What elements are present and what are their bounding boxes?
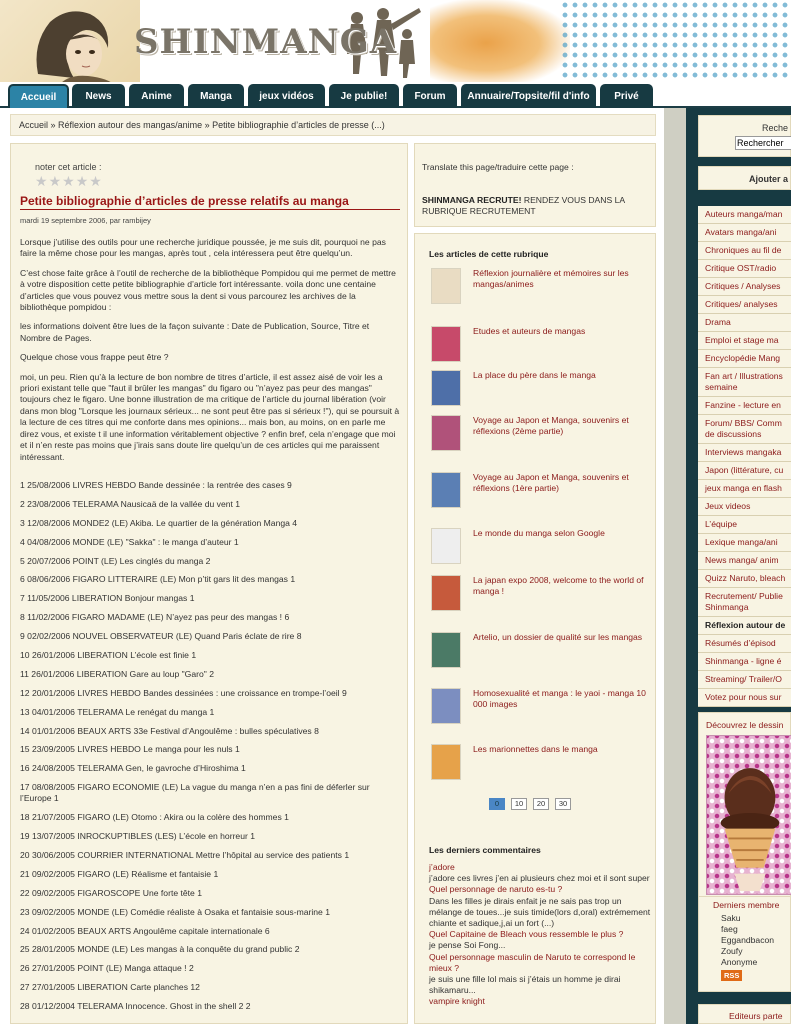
- article-link[interactable]: Etudes et auteurs de mangas: [473, 326, 586, 336]
- article-link[interactable]: Artelio, un dossier de qualité sur les mangas: [473, 632, 643, 642]
- bibliography-item: 22 09/02/2005 FIGAROSCOPE Une forte tête 1: [20, 887, 203, 898]
- comment-link[interactable]: Quel Capitaine de Bleach vous ressemble le plus ?: [429, 929, 624, 940]
- category-link[interactable]: Critique OST/radio: [698, 260, 791, 278]
- header-art-splash: [430, 0, 570, 86]
- star-icon[interactable]: ★: [75, 173, 89, 189]
- latest-members-box: [698, 896, 791, 992]
- article-thumbnail[interactable]: [431, 415, 461, 451]
- bibliography-item: 9 02/02/2006 NOUVEL OBSERVATEUR (LE) Quand Paris éclate de rire 8: [20, 631, 302, 642]
- article-paragraph: les informations doivent être lues de la façon suivante : Date de Publication, Source, Titre et Nombre de Pages.: [20, 321, 370, 343]
- bibliography-item: 6 08/06/2006 FIGARO LITTERAIRE (LE) Mon p’tit gars lit des mangas 1: [20, 574, 296, 585]
- article-link[interactable]: Voyage au Japon et Manga, souvenirs et réflexions (2ème partie): [473, 415, 629, 436]
- header-art-dots: [560, 0, 791, 86]
- category-list: [698, 206, 791, 707]
- category-link[interactable]: Auteurs manga/man: [698, 206, 791, 224]
- category-link[interactable]: Drama: [698, 314, 791, 332]
- category-link[interactable]: Japon (littérature, cu: [698, 462, 791, 480]
- category-link[interactable]: L’équipe: [698, 516, 791, 534]
- bibliography-item: 17 08/08/2005 FIGARO ECONOMIE (LE) La vague du manga n’en a pas fini de déferler sur l’Europe 1: [20, 782, 370, 804]
- article-thumbnail[interactable]: [431, 575, 461, 611]
- search-box: [698, 115, 791, 157]
- bibliography-item: 5 20/07/2006 POINT (LE) Les cinglés du manga 2: [20, 555, 211, 566]
- nav-tab-accueil[interactable]: Accueil: [8, 84, 69, 108]
- article-link[interactable]: La japan expo 2008, welcome to the world of manga !: [473, 575, 644, 596]
- star-icon[interactable]: ★: [62, 173, 75, 189]
- category-link[interactable]: Forum/ BBS/ Comm de discussions: [698, 415, 791, 444]
- add-bookmark[interactable]: Ajouter a: [698, 166, 791, 190]
- recruitment-notice[interactable]: [422, 195, 650, 217]
- recruitment-bold: SHINMANGA RECRUTE!: [422, 195, 522, 205]
- category-link[interactable]: Critiques/ analyses: [698, 296, 791, 314]
- category-link[interactable]: Shinmanga - ligne é: [698, 653, 791, 671]
- breadcrumb[interactable]: Accueil » Réflexion autour des mangas/anime » Petite bibliographie d’articles de presse (...): [10, 114, 656, 136]
- bibliography-item: 24 01/02/2005 BEAUX ARTS Angoulême capitale internationale 6: [20, 925, 270, 936]
- comment-excerpt: je pense Soi Fong...: [429, 940, 506, 951]
- bibliography-list: [20, 480, 400, 1020]
- article-link[interactable]: Le monde du manga selon Google: [473, 528, 605, 538]
- bibliography-item: 15 23/09/2005 LIVRES HEBDO Le manga pour les nuls 1: [20, 744, 240, 755]
- search-label: Reche: [762, 123, 789, 133]
- category-link[interactable]: Quizz Naruto, bleach: [698, 570, 791, 588]
- comment-excerpt: Dans les filles je dirais enfait je ne sais pas trop un mélange de toues...je suis timide(lors d,oral) extrémement chiante et sadique,j,ai un fort (...): [429, 895, 651, 929]
- category-link[interactable]: Fan art / Illustrations semaine: [698, 368, 791, 397]
- star-icon[interactable]: ★: [48, 173, 62, 189]
- bibliography-item: 18 21/07/2005 FIGARO (LE) Otomo : Akira ou la colère des hommes 1: [20, 812, 289, 823]
- bibliography-item: 28 01/12/2004 TELERAMA Innocence. Ghost in the shell 2 2: [20, 1001, 251, 1012]
- nav-tab-je-publie[interactable]: Je publie!: [329, 84, 399, 108]
- article-thumbnail[interactable]: [431, 268, 461, 304]
- bibliography-item: 26 27/01/2005 POINT (LE) Manga attaque ! 2: [20, 963, 194, 974]
- discover-label[interactable]: Découvrez le dessin: [706, 720, 784, 730]
- section-articles-box: [414, 233, 656, 1024]
- column-separator: [664, 108, 686, 1024]
- manga-girl-illustration: [28, 4, 120, 86]
- discover-drawing-box: [698, 712, 791, 902]
- article-link[interactable]: Voyage au Japon et Manga, souvenirs et réflexions (1ère partie): [473, 472, 629, 493]
- comment-link[interactable]: Quel personnage de naruto es-tu ?: [429, 884, 563, 895]
- category-link[interactable]: Réflexion autour de: [698, 617, 791, 635]
- category-link[interactable]: Chroniques au fil de: [698, 242, 791, 260]
- category-link[interactable]: Encyclopédie Mang: [698, 350, 791, 368]
- section-articles-title: Les articles de cette rubrique: [429, 249, 549, 259]
- rating-label: noter cet article :: [35, 162, 102, 172]
- recruitment-text: RENDEZ VOUS DANS LA RUBRIQUE RECRUTEMENT: [422, 195, 625, 216]
- member-name[interactable]: Eggandbacon: [721, 935, 775, 945]
- comment-link[interactable]: vampire knight: [429, 996, 485, 1007]
- bibliography-item: 13 04/01/2006 TELERAMA Le renégat du manga 1: [20, 706, 215, 717]
- translate-label: Translate this page/traduire cette page :: [422, 162, 574, 172]
- page-link[interactable]: 20: [533, 798, 549, 810]
- member-name[interactable]: Zoufy: [721, 946, 743, 956]
- ice-cream-drawing[interactable]: [706, 735, 791, 895]
- nav-tab-manga[interactable]: Manga: [188, 84, 244, 108]
- category-link[interactable]: Lexique manga/ani: [698, 534, 791, 552]
- article-title: Petite bibliographie d’articles de presse relatifs au manga: [20, 194, 400, 210]
- nav-tab-forum[interactable]: Forum: [403, 84, 457, 108]
- article-thumbnail[interactable]: [431, 528, 461, 564]
- article-link[interactable]: La place du père dans le manga: [473, 370, 596, 380]
- article-body: [20, 237, 400, 471]
- search-input[interactable]: [735, 136, 791, 150]
- latest-comments: [429, 862, 651, 1008]
- bibliography-item: 19 13/07/2005 INROCKUPTIBLES (LES) L’école en horreur 1: [20, 831, 256, 842]
- category-link[interactable]: Fanzine - lecture en: [698, 397, 791, 415]
- bibliography-item: 4 04/08/2006 MONDE (LE) "Sakka" : le manga d’auteur 1: [20, 536, 239, 547]
- bibliography-item: 23 09/02/2005 MONDE (LE) Comédie réaliste à Osaka et fantaisie sous-marine 1: [20, 906, 331, 917]
- rating-stars[interactable]: [35, 174, 102, 188]
- article-thumbnail[interactable]: [431, 688, 461, 724]
- page-link[interactable]: 10: [511, 798, 527, 810]
- bibliography-item: 12 20/01/2006 LIVRES HEBDO Bandes dessinées : une croissance en trompe-l’oeil 9: [20, 687, 347, 698]
- bibliography-item: 14 01/01/2006 BEAUX ARTS 33e Festival d’Angoulême : bulles spéculatives 8: [20, 725, 319, 736]
- bibliography-item: 7 11/05/2006 LIBERATION Bonjour mangas 1: [20, 593, 195, 604]
- article-thumbnail[interactable]: [431, 326, 461, 362]
- article-paragraph: C’est chose faite grâce à l’outil de recherche de la bibliothèque Pompidou qui me permet de mettre à votre disposition cette petite bibliographie d’article fort intéressante. voila donc une centaine d’articles que vous pouvez vous mettre sous la dent si vous parcourez les archives de la bibliothèque pompidou :: [20, 267, 396, 313]
- category-link[interactable]: Emploi et stage ma: [698, 332, 791, 350]
- editeurs-label[interactable]: Editeurs parte: [698, 1004, 791, 1024]
- translate-box: [414, 143, 656, 227]
- nav-tab-anime[interactable]: Anime: [129, 84, 184, 108]
- article-paragraph: Quelque chose vous frappe peut être ?: [20, 352, 169, 363]
- article-link[interactable]: Réflexion journalière et mémoires sur les mangas/animes: [473, 268, 629, 289]
- category-link[interactable]: Avatars manga/ani: [698, 224, 791, 242]
- article-thumbnail[interactable]: [431, 632, 461, 668]
- rss-badge[interactable]: RSS: [721, 970, 742, 981]
- category-link[interactable]: Recrutement/ Publie Shinmanga: [698, 588, 791, 617]
- category-link[interactable]: jeux manga en flash: [698, 480, 791, 498]
- site-logo[interactable]: SHINMANGA: [134, 22, 398, 62]
- article-box: [10, 143, 408, 1024]
- category-link[interactable]: News manga/ anim: [698, 552, 791, 570]
- nav-tab-annuaire[interactable]: Annuaire/Topsite/fil d'info: [461, 84, 596, 108]
- article-paragraph: Lorsque j’utilise des outils pour une recherche juridique poussée, je me suis dit, pourquoi ne pas faire la même chose pour les mangas, après tout , cela intéressera peut être quelqu’un.: [20, 237, 386, 259]
- member-name[interactable]: faeg: [721, 924, 738, 934]
- bibliography-item: 10 26/01/2006 LIBERATION L’école est finie 1: [20, 650, 197, 661]
- article-paragraph: moi, un peu. Rien qu’à la lecture de bon nombre de titres d’article, il est assez aisé de voir les a priori existant telle que "faut il brûler les mangas" du figaro ou "n’ayez pas peur des mangas" toujours chez le figaro. Une bonne illustration de ma critique de l’article du journal libération (voir dans mon blog "Lorsque les journaux sérieux... ne sont peut être pas si sérieux !"), qui se poursuit à la lecture de ces titres qui me conforte dans mes opinions... mais bon, au moins, on en parle me direz vous, et existe t il une information véritablement objective ? enfin bref, cela n’engage que moi et il n’en reste pas moins que j’irais sans doute lire quelqu’un de ces articles qui me paraissent intéressant.: [20, 371, 400, 462]
- category-link[interactable]: Votez pour nous sur: [698, 689, 791, 707]
- bibliography-item: 25 28/01/2005 MONDE (LE) Les mangas à la conquête du grand public 2: [20, 944, 300, 955]
- category-link[interactable]: Interviews mangaka: [698, 444, 791, 462]
- member-name[interactable]: Anonyme: [721, 957, 758, 967]
- bibliography-item: 16 24/08/2005 TELERAMA Gen, le gavroche d’Hiroshima 1: [20, 763, 246, 774]
- category-link[interactable]: Résumés d’épisod: [698, 635, 791, 653]
- comment-link[interactable]: j’adore: [429, 862, 455, 872]
- bibliography-item: 20 30/06/2005 COURRIER INTERNATIONAL Mettre l’hôpital au service des patients 1: [20, 850, 350, 861]
- article-link[interactable]: Les marionnettes dans le manga: [473, 744, 598, 754]
- bibliography-item: 27 27/01/2005 LIBERATION Carte planches 12: [20, 982, 200, 993]
- category-link[interactable]: Critiques / Analyses: [698, 278, 791, 296]
- article-date: mardi 19 septembre 2006, par rambijey: [20, 216, 151, 225]
- article-link[interactable]: Homosexualité et manga : le yaoi - manga 10 000 images: [473, 688, 646, 709]
- bibliography-item: 11 26/01/2006 LIBERATION Gare au loup "Garo" 2: [20, 668, 215, 679]
- comment-link[interactable]: Quel personnage masculin de Naruto te correspond le mieux ?: [429, 951, 636, 973]
- comment-excerpt: je suis une fille lol mais si j’étais un homme je dirai shikamaru...: [429, 974, 621, 996]
- bibliography-item: 2 23/08/2006 TELERAMA Nausicaä de la vallée du vent 1: [20, 498, 241, 509]
- main-navigation: [0, 82, 791, 108]
- ice-cream-icon: [707, 736, 791, 894]
- comments-title: Les derniers commentaires: [429, 845, 541, 855]
- comment-excerpt: j’adore ces livres j’en ai plusieurs chez moi et il sont super: [429, 873, 650, 884]
- member-name[interactable]: Saku: [721, 913, 741, 923]
- nav-tab-news[interactable]: News: [72, 84, 125, 108]
- nav-tab-jeux-videos[interactable]: jeux vidéos: [248, 84, 325, 108]
- category-link[interactable]: Jeux videos: [698, 498, 791, 516]
- bibliography-item: 1 25/08/2006 LIVRES HEBDO Bande dessinée : la rentrée des cases 9: [20, 480, 292, 490]
- article-thumbnail[interactable]: [431, 472, 461, 508]
- star-icon[interactable]: ★: [35, 173, 48, 189]
- category-link[interactable]: Streaming/ Trailer/O: [698, 671, 791, 689]
- article-thumbnail[interactable]: [431, 744, 461, 780]
- bibliography-item: 21 09/02/2005 FIGARO (LE) Réalisme et fantaisie 1: [20, 868, 219, 879]
- nav-tab-prive[interactable]: Privé: [600, 84, 653, 108]
- bibliography-item: 8 11/02/2006 FIGARO MADAME (LE) N’ayez pas peur des mangas ! 6: [20, 612, 290, 623]
- pagination: [489, 798, 571, 810]
- star-icon[interactable]: ★: [89, 173, 102, 189]
- members-list: [721, 913, 774, 968]
- bibliography-item: 3 12/08/2006 MONDE2 (LE) Akiba. Le quartier de la génération Manga 4: [20, 517, 298, 528]
- members-label: Derniers membre: [713, 900, 780, 910]
- article-thumbnail[interactable]: [431, 370, 461, 406]
- page-link[interactable]: 0: [489, 798, 505, 810]
- page-link[interactable]: 30: [555, 798, 571, 810]
